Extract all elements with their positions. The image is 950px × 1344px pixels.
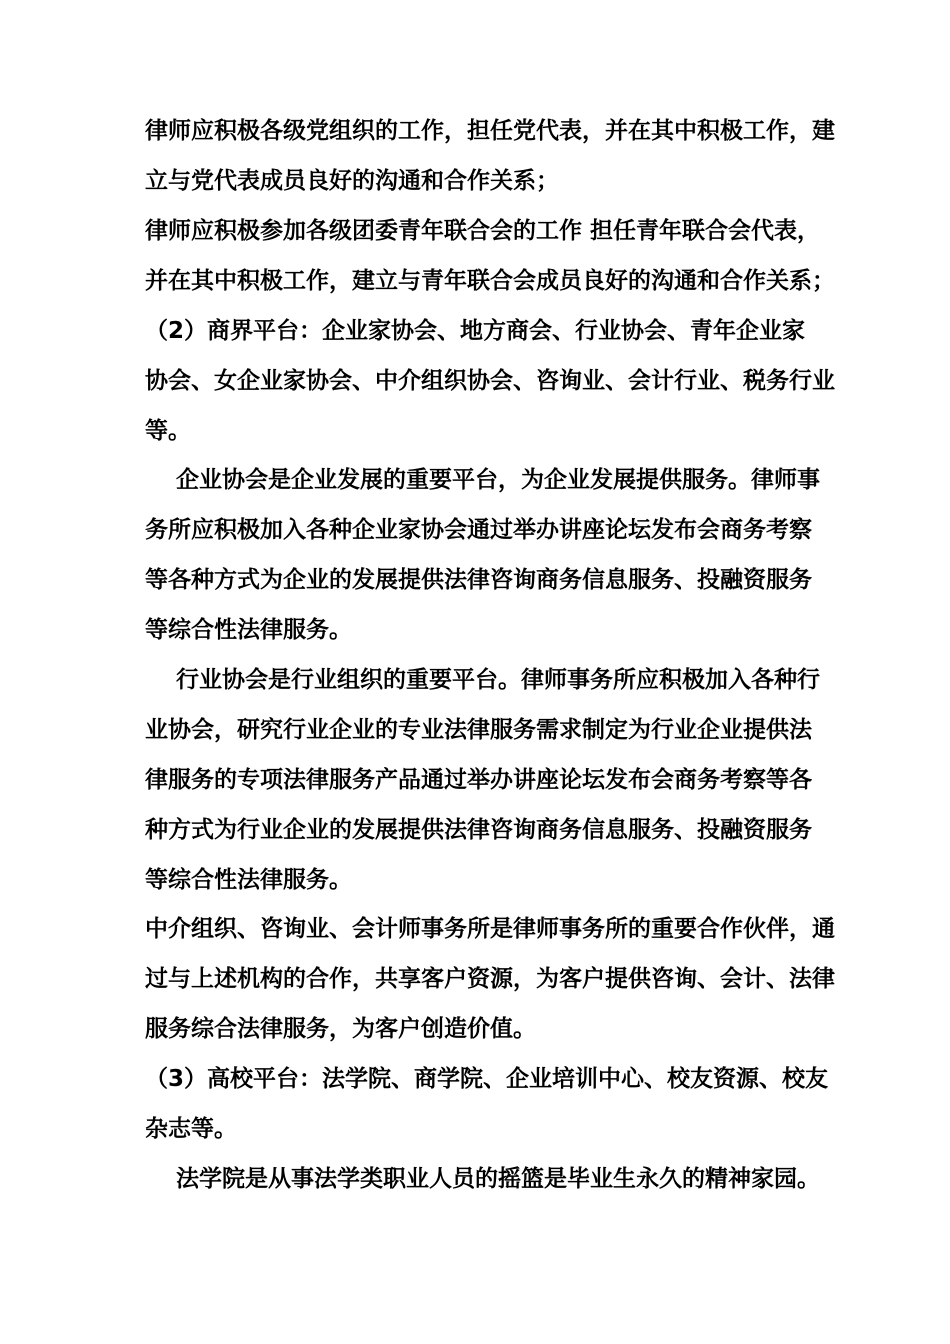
text-line: 律师应积极参加各级团委青年联合会的工作 担任青年联合会代表， — [145, 218, 821, 244]
text-line: 服务综合法律服务，为客户创造价值。 — [145, 1016, 536, 1042]
text-line: 杂志等。 — [145, 1116, 237, 1142]
text-line: 务所应积极加入各种企业家协会通过举办讲座论坛发布会商务考察 — [145, 517, 812, 543]
text-line: 过与上述机构的合作，共享客户资源，为客户提供咨询、会计、法律 — [145, 966, 835, 992]
text-line: 等。 — [145, 418, 191, 444]
text-line: 立与党代表成员良好的沟通和合作关系； — [145, 168, 559, 194]
text-line: 法学院是从事法学类职业人员的摇篮是毕业生永久的精神家园。 — [176, 1166, 820, 1192]
text-line: 律师应积极各级党组织的工作，担任党代表，并在其中积极工作，建 — [145, 118, 835, 144]
text-line: 种方式为行业企业的发展提供法律咨询商务信息服务、投融资服务 — [145, 817, 812, 843]
text-line: 等综合性法律服务。 — [145, 617, 352, 643]
text-line: 行业协会是行业组织的重要平台。律师事务所应积极加入各种行 — [176, 667, 820, 693]
text-line: 律服务的专项法律服务产品通过举办讲座论坛发布会商务考察等各 — [145, 767, 812, 793]
text-line: 等各种方式为企业的发展提供法律咨询商务信息服务、投融资服务 — [145, 567, 812, 593]
text-line: （2）商界平台：企业家协会、地方商会、行业协会、青年企业家 — [145, 318, 806, 344]
text-line: 并在其中积极工作，建立与青年联合会成员良好的沟通和合作关系； — [145, 268, 835, 294]
text-line: 业协会，研究行业企业的专业法律服务需求制定为行业企业提供法 — [145, 717, 812, 743]
text-line: 协会、女企业家协会、中介组织协会、咨询业、会计行业、税务行业 — [145, 368, 835, 394]
text-line: 企业协会是企业发展的重要平台，为企业发展提供服务。律师事 — [176, 467, 820, 493]
text-line: 等综合性法律服务。 — [145, 867, 352, 893]
text-line: （3）高校平台：法学院、商学院、企业培训中心、校友资源、校友 — [145, 1066, 829, 1092]
text-line: 中介组织、咨询业、会计师事务所是律师事务所的重要合作伙伴，通 — [145, 916, 835, 942]
